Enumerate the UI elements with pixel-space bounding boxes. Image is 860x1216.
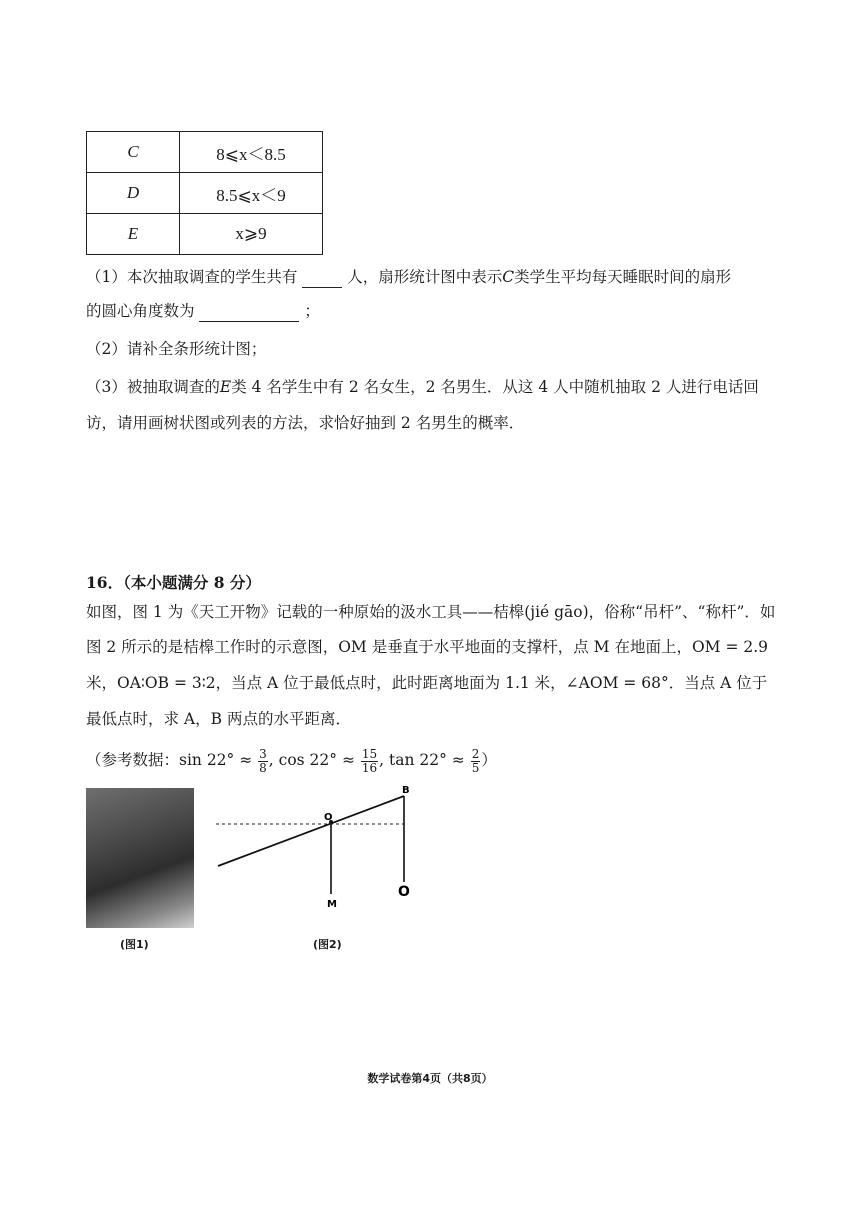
q15-part1-text: ； [304,302,320,320]
variable-E: E [219,378,232,396]
variable-C: C [502,268,515,286]
table-row [87,173,323,214]
figure1-caption: (图1) [120,938,149,951]
table-cell-category: D [87,173,180,214]
bucket-weight: O [398,884,410,900]
table-cell-category: E [87,214,180,255]
fraction-numerator: 3 [259,746,267,761]
fraction-sin [258,748,268,775]
table-cell-range: 8⩽x＜8.5 [180,132,323,173]
label-M: M [327,899,337,910]
reference-text: （参考数据：sin 22° ≈ [86,751,253,769]
figure2-diagram [210,778,430,918]
q15-part3-text: 类 4 名学生中有 2 名女生，2 名男生．从这 4 人中随机抽取 2 人进行电话回 [231,378,759,396]
q15-part2: （2）请补全条形统计图； [86,340,267,358]
q15-part1-line1 [86,266,731,288]
q16-text-line2: 图 2 所示的是桔槔工作时的示意图，OM 是垂直于水平地面的支撑杆，点 M 在地面上，OM = 2.9 [86,638,769,656]
classification-table [86,131,323,255]
q15-part3-text: （3）被抽取调查的 [86,378,220,396]
fraction-denominator: 8 [259,760,267,775]
fraction-numerator: 2 [471,746,480,761]
q16-text-line4: 最低点时，求 A，B 两点的水平距离． [86,710,351,728]
q15-part1-text: 类学生平均每天睡眠时间的扇形 [514,268,732,286]
figure1-photo [86,788,194,928]
q15-part3-line1 [86,376,759,398]
reference-text: , cos 22° ≈ [268,751,355,769]
q15-part1-text: 的圆心角度数为 [86,302,195,320]
fraction-cos [361,748,378,775]
label-B: B [402,785,410,796]
fraction-tan [471,748,481,775]
answer-blank[interactable] [302,287,342,288]
page-footer: 数学试卷第4页（共8页） [367,1072,493,1085]
answer-blank[interactable] [199,321,299,322]
q15-part1-text: （1）本次抽取调查的学生共有 [86,268,298,286]
figure2-caption: (图2) [313,938,342,951]
table-row [87,214,323,255]
q16-reference-data [86,746,497,775]
lever-arm-AB [218,796,404,866]
reference-text: ） [481,751,497,769]
q16-heading: 16．（本小题满分 8 分） [86,573,261,592]
table-cell-range: 8.5⩽x＜9 [180,173,323,214]
fraction-denominator: 16 [361,760,378,775]
q15-part3-line2: 访，请用画树状图或列表的方法，求恰好抽到 2 名男生的概率． [86,414,525,432]
q16-text-line1: 如图，图 1 为《天工开物》记载的一种原始的汲水工具——桔槔(jié gāo)，俗称“吊杆”、“称杆”．如 [86,603,776,621]
fraction-denominator: 5 [471,760,480,775]
label-O: O [324,812,333,823]
q15-part1-text: 人，扇形统计图中表示 [347,268,503,286]
table-cell-category: C [87,132,180,173]
q16-text-line3: 米，OA∶OB = 3∶2，当点 A 位于最低点时，此时距离地面为 1.1 米，∠AOM = 68°．当点 A 位于 [86,674,768,692]
reference-text: , tan 22° ≈ [379,751,465,769]
table-cell-range: x⩾9 [180,214,323,255]
table-row [87,132,323,173]
q15-part1-line2 [86,300,320,322]
fraction-numerator: 15 [361,746,378,761]
